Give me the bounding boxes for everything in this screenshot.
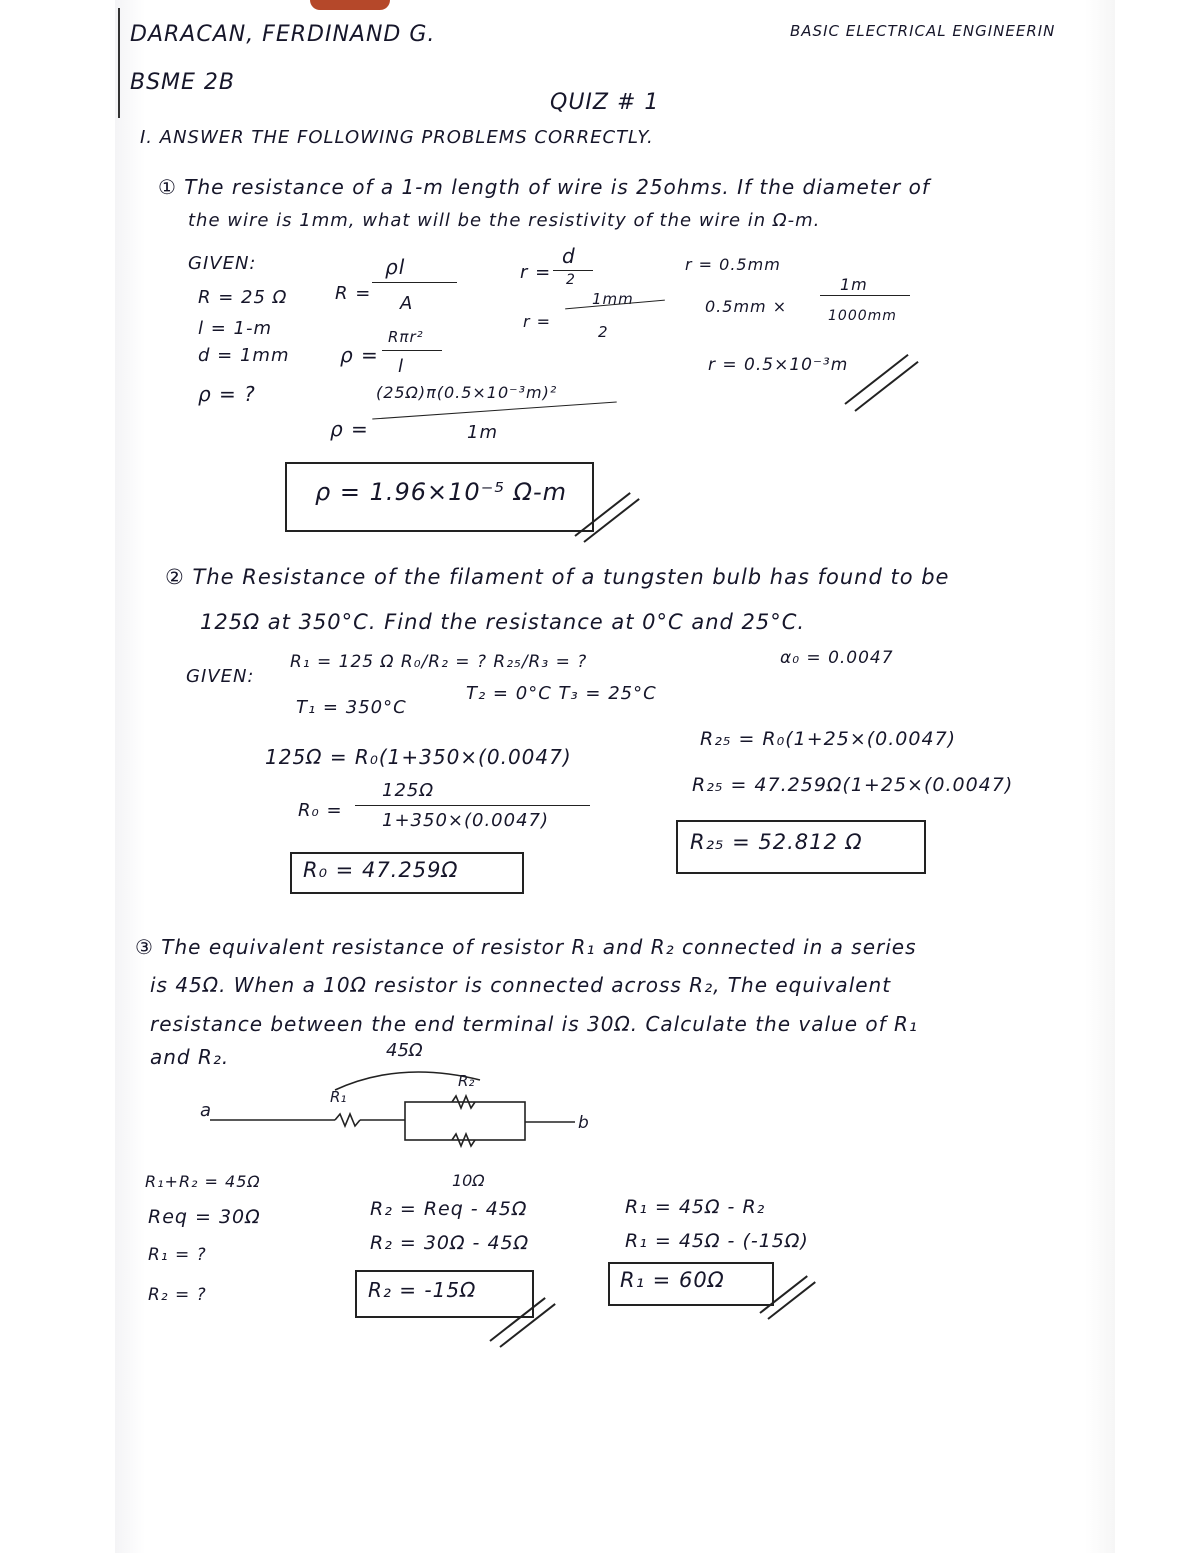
p1-question-line1: ① The resistance of a 1-m length of wire is 25ohms. If the diameter of	[158, 175, 930, 199]
p3-question-line4: and R₂.	[150, 1045, 230, 1069]
terminal-a: a	[200, 1100, 212, 1121]
p1-given-label: GIVEN:	[188, 253, 257, 274]
p3-step: R₁ = 45Ω - (-15Ω)	[625, 1230, 809, 1252]
p2-question-line2: 125Ω at 350°C. Find the resistance at 0°C and 25°C.	[200, 610, 806, 634]
p2-eq4: R₂₅ = 47.259Ω(1+25×(0.0047)	[692, 774, 1014, 796]
p1-rho-den: l	[398, 356, 405, 377]
label-45ohm: 45Ω	[386, 1040, 423, 1061]
p3-step: R₂ = Req - 45Ω	[370, 1198, 528, 1220]
p2-given: T₁ = 350°C	[296, 697, 407, 718]
student-name: DARACAN, FERDINAND G.	[130, 22, 436, 47]
p1-conversion: 0.5mm ×	[705, 297, 788, 316]
p3-given-item: R₂ = ?	[148, 1285, 207, 1305]
p2-eq1: 125Ω = R₀(1+350×(0.0047)	[265, 745, 572, 769]
label-10ohm: 10Ω	[452, 1171, 485, 1190]
p1-question-line2: the wire is 1mm, what will be the resistivity of the wire in Ω-m.	[188, 210, 821, 231]
p2-eq3: R₂₅ = R₀(1+25×(0.0047)	[700, 728, 957, 750]
p1-sub-eq: ρ =	[330, 417, 369, 441]
p3-given-item: R₁ = ?	[148, 1245, 207, 1265]
p1-rd-eq: r =	[520, 262, 552, 283]
p1-given-item: R = 25 Ω	[198, 287, 288, 308]
fraction-line	[372, 282, 457, 283]
p1-r2-num: 1mm	[592, 290, 634, 308]
instruction: I. ANSWER THE FOLLOWING PROBLEMS CORRECTLY.	[140, 127, 654, 148]
p1-sub-den: 1m	[467, 422, 498, 443]
p1-given-item: ρ = ?	[198, 382, 256, 406]
p2-alpha: α₀ = 0.0047	[780, 648, 894, 668]
fraction-line	[355, 805, 590, 806]
p3-answer-r2: R₂ = -15Ω	[368, 1278, 477, 1302]
resistor-r1	[335, 1114, 360, 1126]
p1-r2-den: 2	[598, 323, 609, 341]
p1-conversion: r = 0.5×10⁻³m	[708, 355, 849, 375]
p1-sub-num: (25Ω)π(0.5×10⁻³m)²	[376, 383, 558, 402]
p1-r2-eq: r =	[523, 312, 552, 331]
p1-given-item: d = 1mm	[198, 345, 290, 366]
p1-conv-den: 1000mm	[828, 308, 897, 324]
parallel-loop	[405, 1102, 525, 1140]
p1-r-eq: R =	[335, 283, 372, 304]
circuit-diagram	[180, 1030, 640, 1190]
p1-answer: ρ = 1.96×10⁻⁵ Ω-m	[315, 478, 567, 506]
p1-r-den: A	[400, 293, 414, 314]
terminal-b: b	[578, 1113, 589, 1133]
p3-question-line1: ③ The equivalent resistance of resistor R₁ and R₂ connected in a series	[135, 935, 917, 959]
p1-conversion: r = 0.5mm	[685, 255, 781, 274]
p3-given-item: R₁+R₂ = 45Ω	[145, 1172, 261, 1191]
label-r2: R₂	[458, 1072, 475, 1090]
fraction-line	[382, 350, 442, 351]
p2-given: R₁ = 125 Ω R₀/R₂ = ? R₂₅/R₃ = ?	[290, 652, 588, 672]
p1-rho-eq: ρ =	[340, 343, 379, 367]
p3-given-item: Req = 30Ω	[148, 1206, 261, 1228]
label-r1: R₁	[330, 1088, 347, 1106]
fraction-line	[553, 270, 593, 271]
margin-line	[118, 8, 120, 118]
p3-step: R₁ = 45Ω - R₂	[625, 1196, 766, 1218]
p3-question-line3: resistance between the end terminal is 30Ω. Calculate the value of R₁	[150, 1012, 918, 1036]
p2-eq2-num: 125Ω	[382, 780, 435, 801]
p2-answer-r25: R₂₅ = 52.812 Ω	[690, 830, 863, 854]
p1-r-num: ρl	[385, 255, 406, 279]
p2-answer-r0: R₀ = 47.259Ω	[303, 858, 459, 882]
p1-conv-num: 1m	[840, 275, 868, 294]
fraction-line	[820, 295, 910, 296]
p1-rd-den: 2	[566, 272, 576, 288]
student-section: BSME 2B	[130, 70, 236, 95]
p2-eq2-lhs: R₀ =	[298, 800, 343, 821]
seal-logo	[310, 0, 390, 10]
p1-rho-num: Rπr²	[388, 328, 424, 346]
p1-rd-num: d	[562, 244, 576, 268]
p2-eq2-den: 1+350×(0.0047)	[382, 810, 549, 831]
p3-answer-r1: R₁ = 60Ω	[620, 1268, 725, 1292]
p3-question-line2: is 45Ω. When a 10Ω resistor is connected across R₂, The equivalent	[150, 973, 892, 997]
p2-question-line1: ② The Resistance of the filament of a tungsten bulb has found to be	[165, 565, 950, 589]
quiz-title: QUIZ # 1	[550, 90, 660, 115]
p1-given-item: l = 1-m	[198, 318, 273, 339]
p2-given: T₂ = 0°C T₃ = 25°C	[466, 683, 657, 704]
subject-title: BASIC ELECTRICAL ENGINEERIN	[790, 22, 1056, 40]
p3-step: R₂ = 30Ω - 45Ω	[370, 1232, 530, 1254]
p2-given-label: GIVEN:	[186, 666, 255, 687]
